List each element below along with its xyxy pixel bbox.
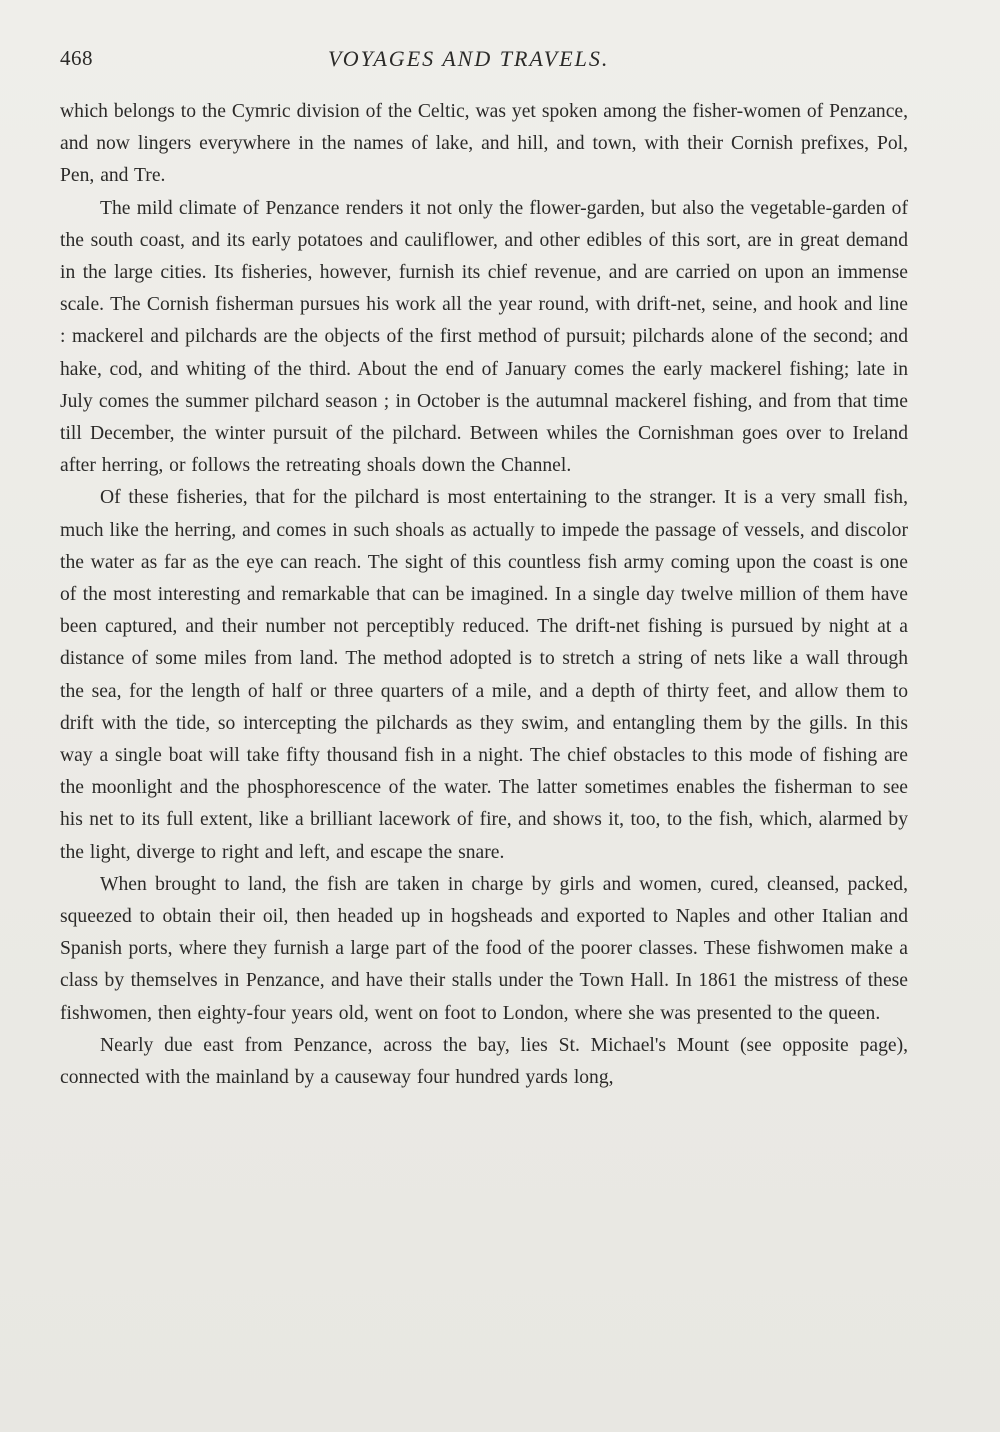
paragraph-continuation: which belongs to the Cymric division of the Celtic, was yet spoken among the fisher-women of Penzance, and now lingers everywhere in the names of lake, and hill, and town, with their Cornish prefixes, Pol, Pen, and Tre. bbox=[60, 101, 908, 187]
running-title: VOYAGES AND TRAVELS. bbox=[328, 46, 610, 71]
page-header bbox=[60, 40, 940, 80]
body-text bbox=[60, 96, 908, 1094]
paragraph-climate-fisheries: The mild climate of Penzance renders it not only the flower-garden, but also the vegetable-garden of the south coast, and its early potatoes and cauliflower, and other edibles of this sort, are in great demand in the large cities. Its fisheries, however, furnish its chief revenue, and are carried on upon an immense scale. The Cornish fisherman pursues his work all the year round, with drift-net, seine, and hook and line : mackerel and pilchards are the objects of the first method of pursuit; pilchards alone of the second; and hake, cod, and whiting of the third. About the end of January comes the early mackerel fishing; late in July comes the summer pilchard season ; in October is the autumnal mackerel fishing, and from that time till December, the winter pursuit of the pilchard. Between whiles the Cornishman goes over to Ireland after herring, or follows the retreating shoals down the Channel. bbox=[60, 197, 908, 477]
paragraph-pilchard-fishing: Of these fisheries, that for the pilchard is most entertaining to the stranger. It is a very small fish, much like the herring, and comes in such shoals as actually to impede the passage of vessels, and discolor the water as far as the eye can reach. The sight of this countless fish army coming upon the coast is one of the most interesting and remarkable that can be imagined. In a single day twelve million of them have been captured, and their number not perceptibly reduced. The drift-net fishing is pursued by night at a distance of some miles from land. The method adopted is to stretch a string of nets like a wall through the sea, for the length of half or three quarters of a mile, and a depth of thirty feet, and allow them to drift with the tide, so intercepting the pilchards as they swim, and entangling them by the gills. In this way a single boat will take fifty thousand fish in a night. The chief obstacles to this mode of fishing are the moonlight and the phosphorescence of the water. The latter sometimes enables the fisherman to see his net to its full extent, like a brilliant lacework of fire, and shows it, too, to the fish, which, alarmed by the light, diverge to right and left, and escape the snare. bbox=[60, 487, 908, 863]
page-number: 468 bbox=[60, 46, 93, 70]
paragraph-fishwomen: When brought to land, the fish are taken in charge by girls and women, cured, cleansed, packed, squeezed to obtain their oil, then headed up in hogsheads and exported to Naples and other Italian and Spanish ports, where they furnish a large part of the food of the poorer classes. These fishwomen make a class by themselves in Penzance, and have their stalls under the Town Hall. In 1861 the mistress of these fishwomen, then eighty-four years old, went on foot to London, where she was presented to the queen. bbox=[60, 873, 908, 1024]
paragraph-st-michaels-mount: Nearly due east from Penzance, across the bay, lies St. Michael's Mount (see opposite page), connected with the mainland by a causeway four hundred yards long, bbox=[60, 1034, 908, 1089]
